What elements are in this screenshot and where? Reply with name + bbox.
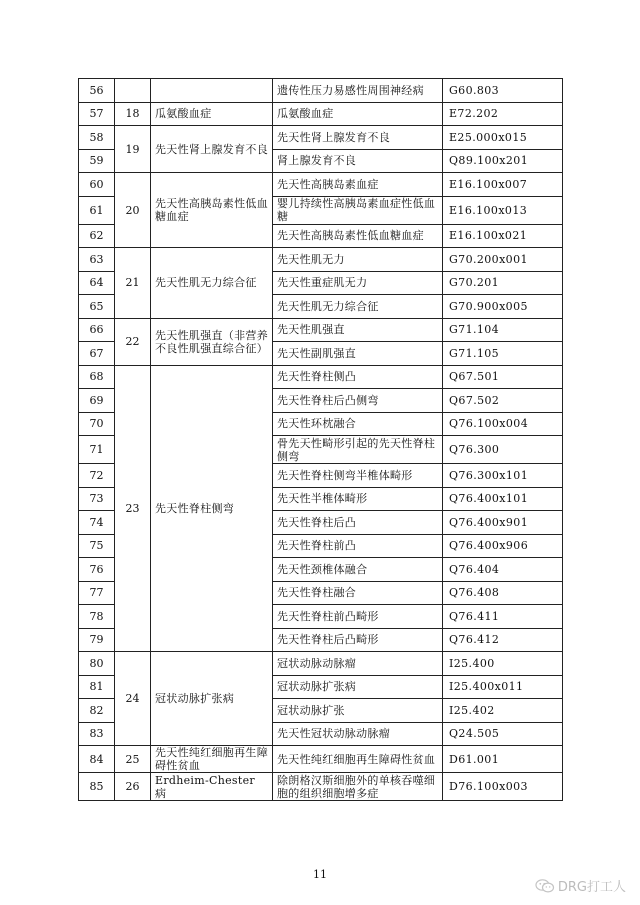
icd-code: E16.100x021: [443, 224, 563, 248]
diagnosis-name: 先天性环枕融合: [273, 412, 443, 436]
row-index: 74: [79, 511, 115, 535]
table-row: [79, 318, 563, 342]
diagnosis-name: 先天性脊柱前凸畸形: [273, 605, 443, 629]
group-number: 18: [115, 102, 151, 126]
row-index: 85: [79, 773, 115, 801]
row-index: 58: [79, 126, 115, 150]
group-disease-name: 先天性肾上腺发育不良: [151, 126, 273, 173]
diagnosis-name: 冠状动脉动脉瘤: [273, 652, 443, 676]
icd-code: Q76.408: [443, 581, 563, 605]
disease-code-table: [78, 78, 563, 801]
diagnosis-name: 先天性脊柱后凸畸形: [273, 628, 443, 652]
icd-code: Q76.100x004: [443, 412, 563, 436]
row-index: 61: [79, 196, 115, 224]
icd-code: I25.400: [443, 652, 563, 676]
icd-code: G70.201: [443, 271, 563, 295]
group-number: 24: [115, 652, 151, 746]
table-row: [79, 773, 563, 801]
row-index: 78: [79, 605, 115, 629]
watermark-text: DRG打工人: [557, 880, 626, 895]
diagnosis-name: 先天性高胰岛素性低血糖血症: [273, 224, 443, 248]
diagnosis-name: 先天性脊柱后凸侧弯: [273, 389, 443, 413]
icd-code: Q76.404: [443, 558, 563, 582]
icd-code: E16.100x007: [443, 173, 563, 197]
icd-code: I25.402: [443, 699, 563, 723]
diagnosis-name: 先天性肾上腺发育不良: [273, 126, 443, 150]
row-index: 64: [79, 271, 115, 295]
icd-code: G71.105: [443, 342, 563, 366]
row-index: 76: [79, 558, 115, 582]
row-index: 71: [79, 436, 115, 464]
group-disease-name: 先天性脊柱侧弯: [151, 365, 273, 652]
table-row: [79, 652, 563, 676]
group-number: 26: [115, 773, 151, 801]
icd-code: E72.202: [443, 102, 563, 126]
icd-code: E16.100x013: [443, 196, 563, 224]
diagnosis-name: 先天性重症肌无力: [273, 271, 443, 295]
group-disease-name: 先天性纯红细胞再生障碍性贫血: [151, 746, 273, 773]
row-index: 67: [79, 342, 115, 366]
diagnosis-name: 瓜氨酸血症: [273, 102, 443, 126]
group-number: 25: [115, 746, 151, 773]
group-number: [115, 79, 151, 103]
row-index: 84: [79, 746, 115, 773]
row-index: 62: [79, 224, 115, 248]
diagnosis-name: 先天性脊柱前凸: [273, 534, 443, 558]
icd-code: Q76.412: [443, 628, 563, 652]
icd-code: Q76.411: [443, 605, 563, 629]
group-number: 21: [115, 248, 151, 319]
diagnosis-name: 先天性颈椎体融合: [273, 558, 443, 582]
diagnosis-name: 肾上腺发育不良: [273, 149, 443, 173]
diagnosis-name: 先天性脊柱融合: [273, 581, 443, 605]
row-index: 68: [79, 365, 115, 389]
row-index: 70: [79, 412, 115, 436]
icd-code: Q76.400x901: [443, 511, 563, 535]
group-disease-name: 先天性肌强直（非营养不良性肌强直综合征）: [151, 318, 273, 365]
diagnosis-name: 先天性半椎体畸形: [273, 487, 443, 511]
diagnosis-name: 婴儿持续性高胰岛素血症性低血糖: [273, 196, 443, 224]
diagnosis-name: 先天性脊柱侧凸: [273, 365, 443, 389]
icd-code: G71.104: [443, 318, 563, 342]
row-index: 75: [79, 534, 115, 558]
icd-code: D61.001: [443, 746, 563, 773]
diagnosis-name: 先天性脊柱侧弯半椎体畸形: [273, 464, 443, 488]
icd-code: Q76.300x101: [443, 464, 563, 488]
page-number: 11: [313, 868, 327, 881]
row-index: 66: [79, 318, 115, 342]
watermark: [535, 876, 626, 895]
icd-code: G60.803: [443, 79, 563, 103]
row-index: 69: [79, 389, 115, 413]
icd-code: Q76.300: [443, 436, 563, 464]
icd-code: Q67.502: [443, 389, 563, 413]
diagnosis-name: 冠状动脉扩张病: [273, 675, 443, 699]
row-index: 81: [79, 675, 115, 699]
diagnosis-name: 先天性冠状动脉动脉瘤: [273, 722, 443, 746]
icd-code: D76.100x003: [443, 773, 563, 801]
group-number: 20: [115, 173, 151, 248]
icd-code: Q24.505: [443, 722, 563, 746]
icd-code: Q67.501: [443, 365, 563, 389]
icd-code: Q76.400x906: [443, 534, 563, 558]
row-index: 72: [79, 464, 115, 488]
group-disease-name: Erdheim-Chester 病: [151, 773, 273, 801]
diagnosis-name: 先天性肌无力综合征: [273, 295, 443, 319]
table-row: [79, 746, 563, 773]
row-index: 83: [79, 722, 115, 746]
group-disease-name: 冠状动脉扩张病: [151, 652, 273, 746]
group-disease-name: 先天性高胰岛素性低血糖血症: [151, 173, 273, 248]
table-row: [79, 248, 563, 272]
icd-code: E25.000x015: [443, 126, 563, 150]
row-index: 65: [79, 295, 115, 319]
diagnosis-name: 先天性副肌强直: [273, 342, 443, 366]
group-disease-name: 先天性肌无力综合征: [151, 248, 273, 319]
table-row: [79, 126, 563, 150]
diagnosis-name: 先天性肌强直: [273, 318, 443, 342]
table-row: [79, 102, 563, 126]
row-index: 77: [79, 581, 115, 605]
group-number: 19: [115, 126, 151, 173]
table-row: [79, 173, 563, 197]
diagnosis-name: 除朗格汉斯细胞外的单核吞噬细胞的组织细胞增多症: [273, 773, 443, 801]
group-disease-name: [151, 79, 273, 103]
wechat-icon: [535, 878, 555, 894]
table-row: [79, 79, 563, 103]
row-index: 56: [79, 79, 115, 103]
group-disease-name: 瓜氨酸血症: [151, 102, 273, 126]
icd-code: I25.400x011: [443, 675, 563, 699]
diagnosis-name: 先天性纯红细胞再生障碍性贫血: [273, 746, 443, 773]
diagnosis-name: 先天性脊柱后凸: [273, 511, 443, 535]
group-number: 22: [115, 318, 151, 365]
row-index: 82: [79, 699, 115, 723]
icd-code: G70.200x001: [443, 248, 563, 272]
row-index: 57: [79, 102, 115, 126]
diagnosis-name: 骨先天性畸形引起的先天性脊柱侧弯: [273, 436, 443, 464]
group-number: 23: [115, 365, 151, 652]
row-index: 79: [79, 628, 115, 652]
diagnosis-name: 遗传性压力易感性周围神经病: [273, 79, 443, 103]
icd-code: Q76.400x101: [443, 487, 563, 511]
row-index: 59: [79, 149, 115, 173]
diagnosis-name: 冠状动脉扩张: [273, 699, 443, 723]
diagnosis-name: 先天性肌无力: [273, 248, 443, 272]
row-index: 80: [79, 652, 115, 676]
row-index: 60: [79, 173, 115, 197]
diagnosis-name: 先天性高胰岛素血症: [273, 173, 443, 197]
row-index: 73: [79, 487, 115, 511]
table-row: [79, 365, 563, 389]
row-index: 63: [79, 248, 115, 272]
icd-code: G70.900x005: [443, 295, 563, 319]
icd-code: Q89.100x201: [443, 149, 563, 173]
